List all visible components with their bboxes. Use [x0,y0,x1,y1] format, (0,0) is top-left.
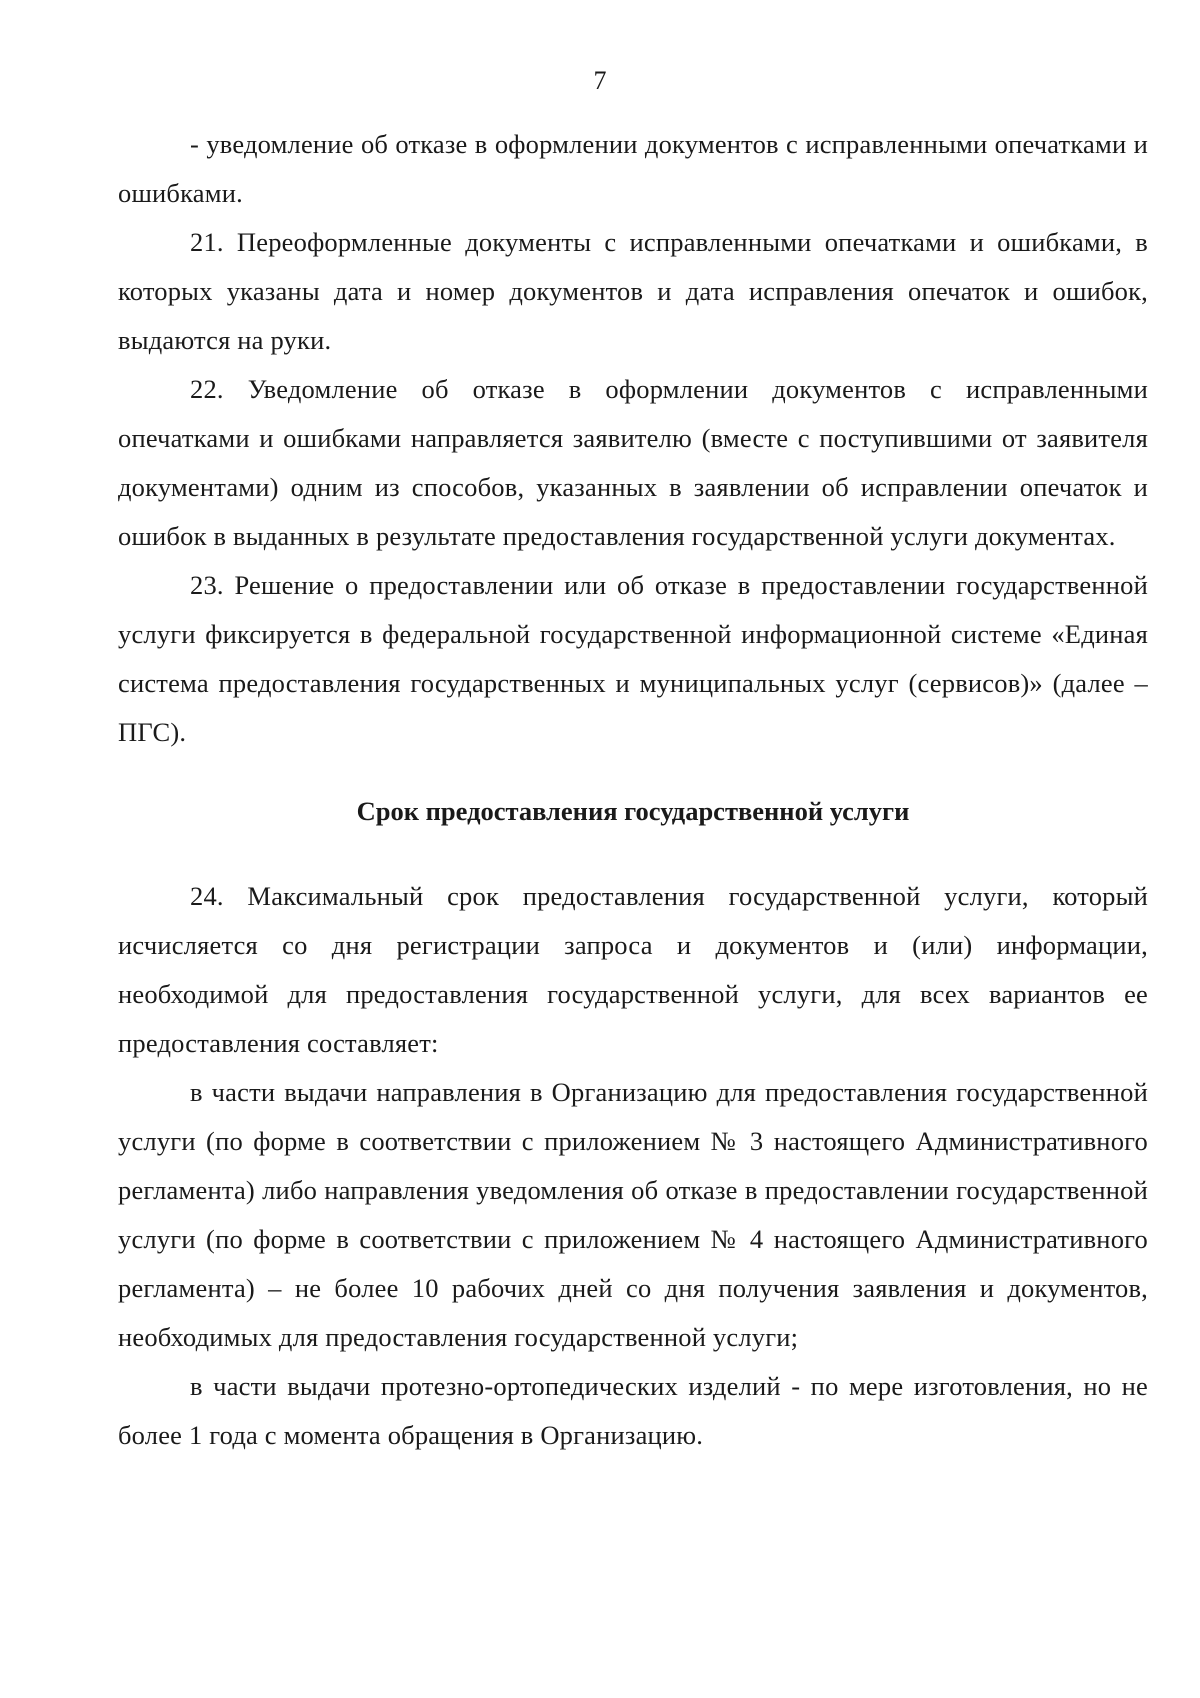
paragraph-refusal-notice-item: - уведомление об отказе в оформлении документов с исправленными опечатками и ошибками. [118,129,1148,208]
paragraph-22: 22. Уведомление об отказе в оформлении документов с исправленными опечатками и ошибками направляется заявителю (вместе с поступившими от заявителя документами) одним из способов, указанных в заявлении об исправлении опечаток и ошибок в выданных в результате предоставления государственной услуги документах. [118,374,1148,551]
page-number: 7 [593,66,607,95]
section-heading: Срок предоставления государственной услуги [356,796,910,826]
paragraph-referral-term: в части выдачи направления в Организацию для предоставления государственной услуги (по форме в соответствии с приложением № 3 настоящего Административного регламента) либо направления уведомления об отказе в предоставлении государственной услуги (по форме в соответствии с приложением № 4 настоящего Административного регламента) – не более 10 рабочих дней со дня получения заявления и документов, необходимых для предоставления государственной услуги; [118,1077,1148,1352]
document-body [118,120,1148,1460]
paragraph-23: 23. Решение о предоставлении или об отказе в предоставлении государственной услуги фиксируется в федеральной государственной информационной системе «Единая система предоставления государственных и муниципальных услуг (сервисов)» (далее – ПГС). [118,570,1148,747]
paragraph-21: 21. Переоформленные документы с исправленными опечатками и ошибками, в которых указаны дата и номер документов и дата исправления опечаток и ошибок, выдаются на руки. [118,227,1148,355]
paragraph-24: 24. Максимальный срок предоставления государственной услуги, который исчисляется со дня регистрации запроса и документов и (или) информации, необходимой для предоставления государственной услуги, для всех вариантов ее предоставления составляет: [118,881,1148,1058]
paragraph-prosthetics-term: в части выдачи протезно-ортопедических изделий - по мере изготовления, но не более 1 года с момента обращения в Организацию. [118,1371,1148,1450]
